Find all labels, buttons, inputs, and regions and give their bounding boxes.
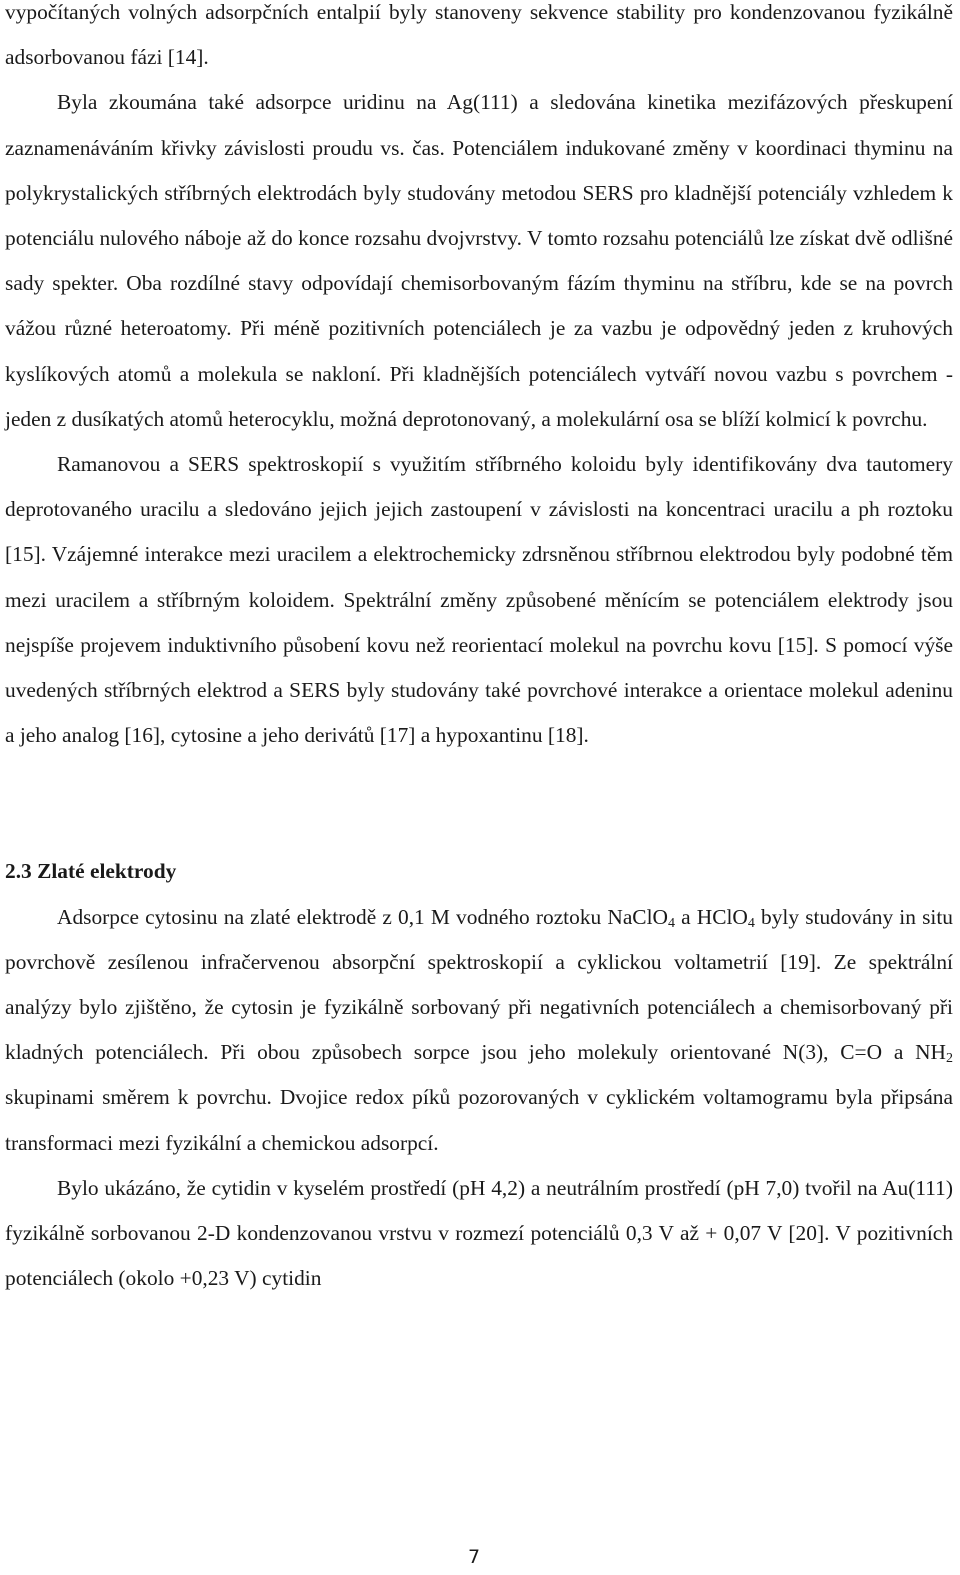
body-text-bottom: [5, 895, 953, 1302]
text-run: Ramanovou a SERS spektroskopií s využitím stříbrného koloidu byly identifikovány dva tautomery deprotovaného uracilu a sledováno jejich jejich zastoupení v závislosti na koncentraci uracilu a ph roztoku [15]. Vzájemné interakce mezi uracilem a elektrochemicky zdrsněnou stříbrnou elektrodou byly podobné těm mezi uracilem a stříbrným koloidem. Spektrální změny způsobené měnícím se potenciálem elektrody jsou nejspíše projevem induktivního působení kovu než reorientací molekul na povrchu kovu [15]. S pomocí výše uvedených stříbrných elektrod a SERS byly studovány také povrchové interakce a orientace molekul adeninu a jeho analog [16], cytosine a jeho derivátů [17] a hypoxantinu [18].: [5, 452, 953, 748]
text-run: Bylo ukázáno, že cytidin v kyselém prostředí (pH 4,2) a neutrálním prostředí (pH 7,0) tvořil na Au(111) fyzikálně sorbovanou 2-D kondenzovanou vrstvu v rozmezí potenciálů 0,3 V až + 0,07 V [20]. V pozitivních potenciálech (okolo +0,23 V) cytidin: [5, 1175, 953, 1291]
page-number: 7: [467, 1546, 481, 1568]
text-run: Byla zkoumána také adsorpce uridinu na Ag(111) a sledována kinetika mezifázových přeskupení zaznamenáváním křivky závislosti proudu vs. čas. Potenciálem indukované změny v koordinaci thyminu na polykrystalických stříbrných elektrodách byly studovány metodou SERS pro kladnější potenciály vzhledem k potenciálu nulového náboje až do konce rozsahu dvojvrstvy. V tomto rozsahu potenciálů lze získat dvě odlišné sady spekter. Oba rozdílné stavy odpovídají chemisorbovaným fázím thyminu na stříbru, kde se na povrch vážou různé heteroatomy. Při méně pozitivních potenciálech je za vazbu je odpovědný jeden z kruhových kyslíkových atomů a molekula se nakloní. Při kladnějších potenciálech vytváří novou vazbu s povrchem - jeden z dusíkatých atomů heterocyklu, možná deprotonovaný, a molekulární osa se blíží kolmicí k povrchu.: [5, 90, 953, 431]
body-text-top: [5, 0, 953, 758]
subscript: 4: [667, 915, 675, 931]
section-spacer: [5, 758, 953, 849]
paragraph: [5, 442, 953, 758]
document-page: [5, 0, 953, 1301]
text-run: a HClO: [674, 904, 748, 929]
paragraph: [5, 1166, 953, 1302]
text-run: byly studovány in situ povrchově zesílenou infračervenou absorpční spektroskopií a cyklickou voltametrií [19]. Ze spektrální analýzy bylo zjištěno, že cytosin je fyzikálně sorbovaný při negativních potenciálech a chemisorbovaný při kladných potenciálech. Při obou způsobech sorpce jsou jeho molekuly orientované N(3), C=O a NH: [5, 904, 953, 1065]
subscript: 2: [946, 1051, 953, 1067]
text-run: vypočítaných volných adsorpčních entalpií byly stanoveny sekvence stability pro kondenzovanou fyzikálně adsorbovanou fázi [14].: [5, 0, 953, 70]
paragraph: [5, 895, 953, 1166]
paragraph: [5, 80, 953, 442]
text-run: skupinami směrem k povrchu. Dvojice redox píků pozorovaných v cyklickém voltamogramu byla připsána transformaci mezi fyzikální a chemickou adsorpcí.: [5, 1085, 953, 1155]
subscript: 4: [747, 915, 755, 931]
section-heading: 2.3 Zlaté elektrody: [5, 859, 177, 884]
paragraph: [5, 0, 953, 80]
text-run: Adsorpce cytosinu na zlaté elektrodě z 0,1 M vodného roztoku NaClO: [57, 904, 668, 929]
